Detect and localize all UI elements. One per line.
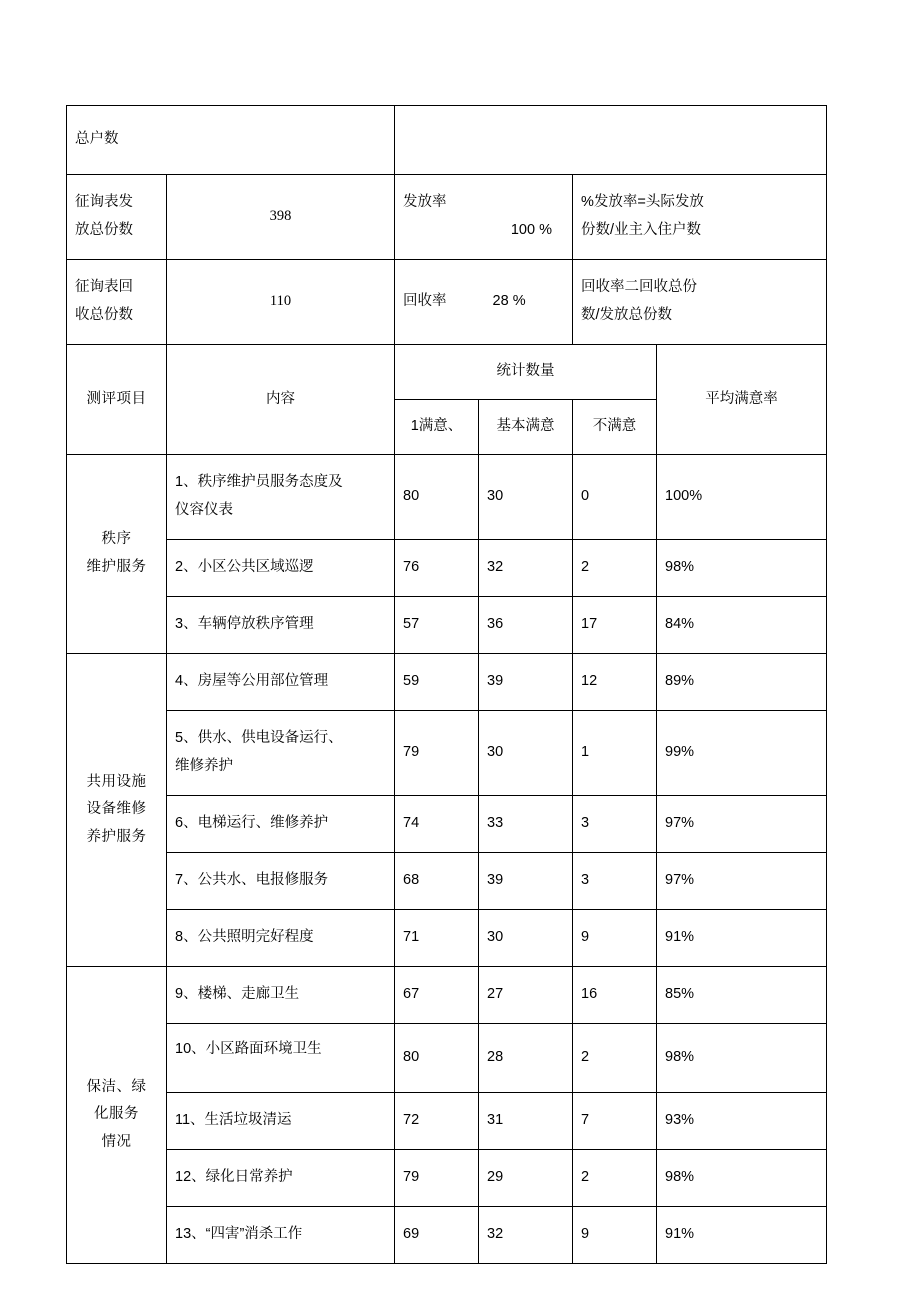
row-content: 2、小区公共区域巡逻 xyxy=(167,540,395,597)
table-row xyxy=(67,654,827,711)
header-item: 测评项目 xyxy=(67,345,167,455)
table-row xyxy=(67,711,827,796)
row-unsatisfied: 9 xyxy=(573,910,657,967)
row-content-line1: 10、小区路面环境卫生 xyxy=(175,1041,322,1058)
row-avg-rate: 98% xyxy=(657,1024,827,1093)
row-unsatisfied: 1 xyxy=(573,711,657,796)
row-basic: 33 xyxy=(479,796,573,853)
issued-label-line1: 征询表发 xyxy=(75,194,133,211)
row-avg-rate: 93% xyxy=(657,1093,827,1150)
issued-label xyxy=(67,175,167,260)
row-basic: 39 xyxy=(479,853,573,910)
row-unsatisfied: 17 xyxy=(573,597,657,654)
row-unsatisfied: 3 xyxy=(573,796,657,853)
table-row xyxy=(67,796,827,853)
total-households-value xyxy=(395,106,827,175)
row-content xyxy=(167,1024,395,1093)
row-content: 7、公共水、电报修服务 xyxy=(167,853,395,910)
issue-rate-value: 100 xyxy=(510,222,536,238)
total-households-label: 总户数 xyxy=(67,106,395,175)
table-row xyxy=(67,597,827,654)
row-satisfied: 59 xyxy=(395,654,479,711)
row-content: 8、公共照明完好程度 xyxy=(167,910,395,967)
row-basic: 30 xyxy=(479,910,573,967)
row-unsatisfied: 2 xyxy=(573,540,657,597)
returned-value: 110 xyxy=(167,260,395,345)
row-unsatisfied: 7 xyxy=(573,1093,657,1150)
row-unsatisfied: 12 xyxy=(573,654,657,711)
row-unsatisfied: 2 xyxy=(573,1150,657,1207)
row-unsatisfied: 0 xyxy=(573,455,657,540)
table-row xyxy=(67,910,827,967)
row-satisfied: 76 xyxy=(395,540,479,597)
row-unsatisfied: 3 xyxy=(573,853,657,910)
table-row xyxy=(67,967,827,1024)
row-avg-rate: 85% xyxy=(657,967,827,1024)
issued-value: 398 xyxy=(167,175,395,260)
row-avg-rate: 91% xyxy=(657,1207,827,1264)
table-row xyxy=(67,1093,827,1150)
row-basic: 27 xyxy=(479,967,573,1024)
row-satisfied: 79 xyxy=(395,711,479,796)
row-satisfied: 79 xyxy=(395,1150,479,1207)
row-satisfied: 80 xyxy=(395,455,479,540)
row-avg-rate: 99% xyxy=(657,711,827,796)
row-satisfied: 68 xyxy=(395,853,479,910)
row-avg-rate: 97% xyxy=(657,853,827,910)
table-row-returned xyxy=(67,260,827,345)
table-row xyxy=(67,1024,827,1093)
row-basic: 30 xyxy=(479,455,573,540)
row-satisfied: 69 xyxy=(395,1207,479,1264)
row-content xyxy=(167,711,395,796)
row-content xyxy=(167,455,395,540)
row-avg-rate: 98% xyxy=(657,1150,827,1207)
table-row-issued xyxy=(67,175,827,260)
return-rate-value: 28 xyxy=(492,293,509,310)
row-content: 12、绿化日常养护 xyxy=(167,1150,395,1207)
row-satisfied: 80 xyxy=(395,1024,479,1093)
row-basic: 32 xyxy=(479,1207,573,1264)
row-avg-rate: 100% xyxy=(657,455,827,540)
table-row xyxy=(67,1207,827,1264)
issue-rate-formula xyxy=(573,175,827,260)
row-satisfied: 71 xyxy=(395,910,479,967)
table-header-row-1 xyxy=(67,345,827,400)
row-basic: 29 xyxy=(479,1150,573,1207)
section-label-facilities-maintenance xyxy=(67,654,167,967)
survey-statistics-table xyxy=(66,105,827,1264)
section-label-line1: 秩序 xyxy=(101,531,132,548)
row-avg-rate: 89% xyxy=(657,654,827,711)
row-basic: 32 xyxy=(479,540,573,597)
row-content-line2: 维修养护 xyxy=(175,758,233,774)
row-content-line2: 仪容仪表 xyxy=(175,502,233,518)
header-avg-rate: 平均满意率 xyxy=(657,345,827,455)
returned-label-line1: 征询表回 xyxy=(75,279,133,296)
return-rate-formula xyxy=(573,260,827,345)
row-content: 4、房屋等公用部位管理 xyxy=(167,654,395,711)
header-content: 内容 xyxy=(167,345,395,455)
issued-label-line2: 放总份数 xyxy=(75,222,133,238)
row-avg-rate: 98% xyxy=(657,540,827,597)
return-rate-label: 回收率 xyxy=(403,293,447,310)
header-unsatisfied: 不满意 xyxy=(573,400,657,455)
row-content: 9、楼梯、走廊卫生 xyxy=(167,967,395,1024)
return-rate-formula-line1: 回收率二回收总份 xyxy=(581,279,697,296)
returned-label-line2: 收总份数 xyxy=(75,307,133,323)
row-basic: 31 xyxy=(479,1093,573,1150)
row-content: 3、车辆停放秩序管理 xyxy=(167,597,395,654)
row-unsatisfied: 16 xyxy=(573,967,657,1024)
table-row xyxy=(67,455,827,540)
issue-rate-unit: % xyxy=(539,222,552,238)
return-rate-unit: % xyxy=(512,293,526,310)
row-unsatisfied: 9 xyxy=(573,1207,657,1264)
section-label-line1: 共用设施 xyxy=(86,773,147,790)
row-satisfied: 74 xyxy=(395,796,479,853)
row-avg-rate: 91% xyxy=(657,910,827,967)
section-label-line2: 设备维修 xyxy=(86,801,147,818)
issue-rate-value-group xyxy=(403,217,564,245)
row-avg-rate: 97% xyxy=(657,796,827,853)
table-row xyxy=(67,540,827,597)
return-rate-formula-line2: 数/发放总份数 xyxy=(581,307,673,323)
row-content-line1: 5、供水、供电设备运行、 xyxy=(175,730,343,747)
table-row xyxy=(67,853,827,910)
row-basic: 28 xyxy=(479,1024,573,1093)
row-unsatisfied: 2 xyxy=(573,1024,657,1093)
table-row xyxy=(67,1150,827,1207)
table-row-total-households xyxy=(67,106,827,175)
issue-rate-formula-line2: 份数/业主入住户数 xyxy=(581,222,702,238)
issue-rate-formula-line1: %发放率=头际发放 xyxy=(581,194,704,211)
row-avg-rate: 84% xyxy=(657,597,827,654)
header-basic-satisfied: 基本满意 xyxy=(479,400,573,455)
row-content: 6、电梯运行、维修养护 xyxy=(167,796,395,853)
returned-label xyxy=(67,260,167,345)
return-rate-block xyxy=(395,260,573,345)
row-content: 11、生活垃圾清运 xyxy=(167,1093,395,1150)
row-satisfied: 57 xyxy=(395,597,479,654)
issue-rate-label: 发放率 xyxy=(403,194,447,211)
section-label-line2: 化服务 xyxy=(94,1106,139,1123)
section-label-line3: 养护服务 xyxy=(86,828,147,845)
row-satisfied: 67 xyxy=(395,967,479,1024)
row-basic: 30 xyxy=(479,711,573,796)
section-label-line1: 保洁、绿 xyxy=(86,1078,147,1095)
row-satisfied: 72 xyxy=(395,1093,479,1150)
section-label-cleaning-greening xyxy=(67,967,167,1264)
row-basic: 36 xyxy=(479,597,573,654)
issue-rate-block xyxy=(395,175,573,260)
header-satisfied: 1满意、 xyxy=(395,400,479,455)
row-basic: 39 xyxy=(479,654,573,711)
section-label-order-maintenance xyxy=(67,455,167,654)
row-content: 13、“四害”消杀工作 xyxy=(167,1207,395,1264)
section-label-line2: 维护服务 xyxy=(86,559,147,575)
row-content-line1: 1、秩序维护员服务态度及 xyxy=(175,474,343,491)
section-label-line3: 情况 xyxy=(101,1133,132,1150)
header-stat-count: 统计数量 xyxy=(395,345,657,400)
